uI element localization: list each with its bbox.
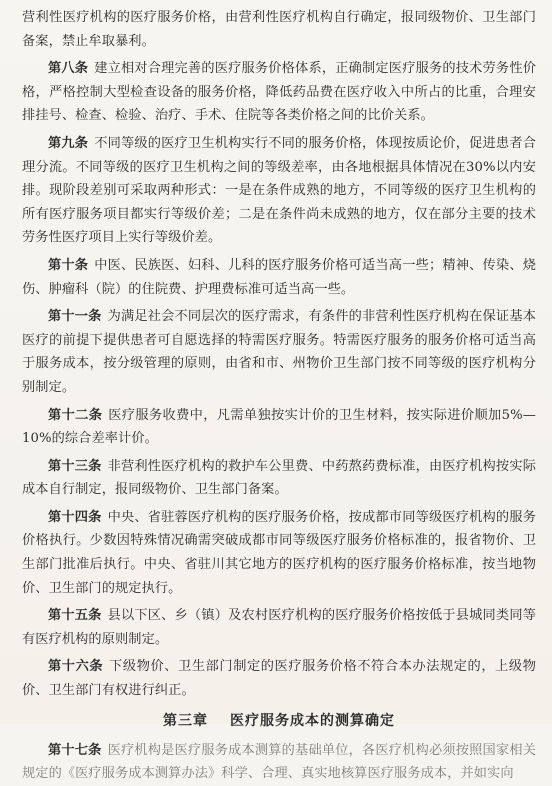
chapter-number: 第三章 [163, 712, 208, 729]
article-11 [22, 305, 536, 399]
article-text: 医疗服务收费中，凡需单独按实计价的卫生材料，按实际进价顺加5%—10%的综合差率计价。 [22, 407, 537, 447]
article-number: 第十五条 [48, 608, 102, 624]
chapter-title: 医疗服务成本的测算确定 [230, 712, 395, 729]
article-number: 第十二条 [48, 407, 103, 423]
article-number: 第十条 [48, 257, 89, 273]
article-8 [22, 57, 536, 128]
paragraph-text: 营利性医疗机构的医疗服务价格，由营利性医疗机构自行确定，报同级物价、卫生部门备案，禁止牟取暴利。 [22, 10, 536, 49]
article-15 [22, 604, 536, 651]
article-text: 为满足社会不同层次的医疗需求，有条件的非营利性医疗机构在保证基本医疗的前提下提供患者可自愿选择的特需医疗服务。特需医疗服务的服务价格可适当高于服务成本，按分级管理的原则，由省和市、州物价卫生部门按不同等级的医疗机构分别制定。 [22, 309, 536, 395]
chapter-heading [22, 709, 536, 733]
article-9 [22, 132, 536, 250]
article-13 [22, 455, 536, 502]
article-number: 第十一条 [48, 309, 102, 325]
article-17 [22, 739, 536, 786]
article-number: 第九条 [48, 135, 89, 151]
paragraph-intro [22, 6, 536, 53]
article-text: 非营利性医疗机构的救护车公里费、中药熬药费标准，由医疗机构按实际成本自行制定，报同级物价、卫生部门备案。 [22, 458, 536, 498]
article-10 [22, 254, 536, 301]
article-text: 医疗机构是医疗服务成本测算的基础单位，各医疗机构必须按照国家相关规定的《医疗服务成本测算办法》科学、合理、真实地核算医疗服务成本，并如实向 [22, 742, 536, 782]
article-number: 第十四条 [48, 509, 102, 525]
article-text: 下级物价、卫生部门制定的医疗服务价格不符合本办法规定的，上级物价、卫生部门有权进行纠正。 [22, 659, 536, 699]
article-text: 建立相对合理完善的医疗服务价格体系，正确制定医疗服务的技术劳务性价格，严格控制大型检查设备的服务价格，降低药品费在医疗收入中所占的比重，合理安排挂号、检查、检验、治疗、手术、住院等各类价格之间的比价关系。 [22, 61, 537, 124]
article-text: 中医、民族医、妇科、儿科的医疗服务价格可适当高一些；精神、传染、烧伤、肿瘤科（院）的住院费、护理费标准可适当高一些。 [22, 257, 537, 297]
article-number: 第八条 [48, 61, 89, 77]
article-text: 中央、省驻蓉医疗机构的医疗服务价格，按成都市同等级医疗机构的服务价格执行。少数因特殊情况确需突破成都市同等级医疗服务价格标准的，报省物价、卫生部门批准后执行。中央、省驻川其它地方的医疗机构的医疗服务价格标准，按当地物价、卫生部门的规定执行。 [22, 509, 536, 596]
article-number: 第十六条 [48, 659, 104, 675]
article-16 [22, 655, 536, 702]
article-text: 县以下区、乡（镇）及农村医疗机构的医疗服务价格按低于县城同类同等有医疗机构的原则制定。 [22, 608, 536, 647]
article-number: 第十三条 [48, 458, 102, 474]
article-14 [22, 506, 536, 600]
article-text: 不同等级的医疗卫生机构实行不同的服务价格，体现按质论价，促进患者合理分流。不同等级的医疗卫生机构之间的等级差率，由各地根据具体情况在30%以内安排。现阶段差别可采取两种形式：一是在条件成熟的地方，不同等级的医疗卫生机构的所有医疗服务项目都实行等级价差；二是在条件尚未成熟的地方，仅在部分主要的技术劳务性医疗项目上实行等级价差。 [22, 135, 537, 246]
article-12 [22, 404, 536, 451]
article-number: 第十七条 [48, 742, 102, 758]
